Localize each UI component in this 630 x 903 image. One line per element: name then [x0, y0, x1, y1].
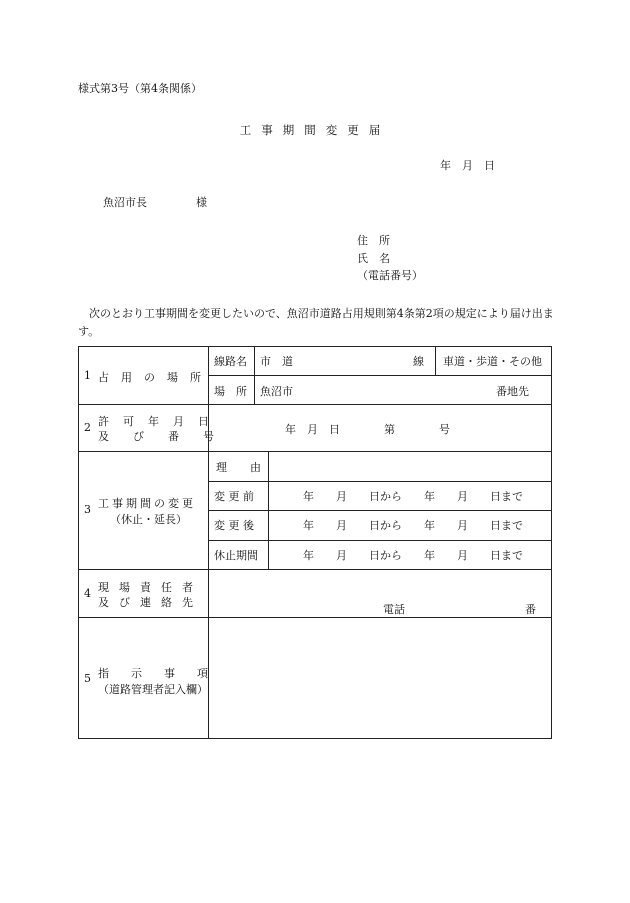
row-divider: [78, 451, 552, 452]
row4-number: 4: [84, 587, 91, 600]
after-period[interactable]: 年 月 日から 年 月 日まで: [303, 519, 523, 532]
route-value[interactable]: 市 道: [260, 355, 293, 368]
before-period[interactable]: 年 月 日から 年 月 日まで: [303, 490, 523, 503]
before-label: 変 更 前: [214, 490, 254, 503]
instructions-field[interactable]: [212, 622, 548, 734]
row-divider: [78, 617, 552, 618]
pause-label: 休止期間: [214, 549, 258, 562]
row2-label-line2: 及び番号: [98, 430, 238, 443]
sub-row-divider: [209, 375, 552, 376]
row1-label: 占用の場所: [98, 371, 213, 384]
row3-number: 3: [84, 503, 91, 516]
permit-date-number[interactable]: 年 月 日 第 号: [285, 423, 450, 436]
row3-label-line1: 工事期間の変更: [98, 497, 196, 510]
place-suffix: 番地先: [496, 385, 529, 398]
row1-number: 1: [84, 369, 91, 382]
row4-label-line2: 及び連絡先: [98, 596, 203, 609]
row-divider: [78, 569, 552, 570]
page-title: 工事期間変更届: [239, 123, 391, 137]
place-value[interactable]: 魚沼市: [260, 385, 293, 398]
row2-label-line1: 許可年月日: [98, 415, 223, 428]
row3-label-line2: （休止・延長）: [110, 513, 187, 526]
addressee: 魚沼市長: [103, 196, 147, 209]
form-id: 様式第3号（第4条関係）: [78, 82, 202, 95]
col-divider: [435, 346, 436, 375]
road-type[interactable]: 車道・歩道・その他: [443, 355, 542, 368]
row5-number: 5: [84, 672, 91, 685]
row5-label-line1: 指示事項: [98, 667, 230, 680]
contact-phone-label: 電話: [383, 603, 405, 616]
after-label: 変 更 後: [214, 519, 254, 532]
row2-number: 2: [84, 421, 91, 434]
reason-label: 理 由: [216, 461, 267, 474]
sub-row-divider: [209, 540, 552, 541]
pause-period[interactable]: 年 月 日から 年 月 日まで: [303, 549, 523, 562]
route-label: 線路名: [214, 355, 247, 368]
address-label[interactable]: 住 所: [357, 234, 390, 247]
date-line[interactable]: 年 月 日: [440, 159, 495, 172]
name-label[interactable]: 氏 名: [357, 251, 390, 265]
intro-text: 次のとおり工事期間を変更したいので、魚沼市道路占用規則第4条第2項の規定により届け出ます。: [78, 307, 554, 338]
row-divider: [78, 404, 552, 405]
col-divider: [268, 451, 269, 569]
row5-label-line2: （道路管理者記入欄）: [98, 683, 208, 696]
applicant-block: [357, 232, 423, 285]
row4-label-line1: 現場責任者: [98, 581, 203, 594]
sub-row-divider: [209, 510, 552, 511]
contact-phone-suffix: 番: [525, 603, 536, 616]
place-label: 場 所: [214, 385, 247, 398]
route-suffix: 線: [413, 355, 424, 368]
col-divider: [254, 346, 255, 404]
addressee-suffix: 様: [196, 196, 207, 209]
phone-label[interactable]: （電話番号）: [357, 269, 423, 282]
sub-row-divider: [209, 481, 552, 482]
